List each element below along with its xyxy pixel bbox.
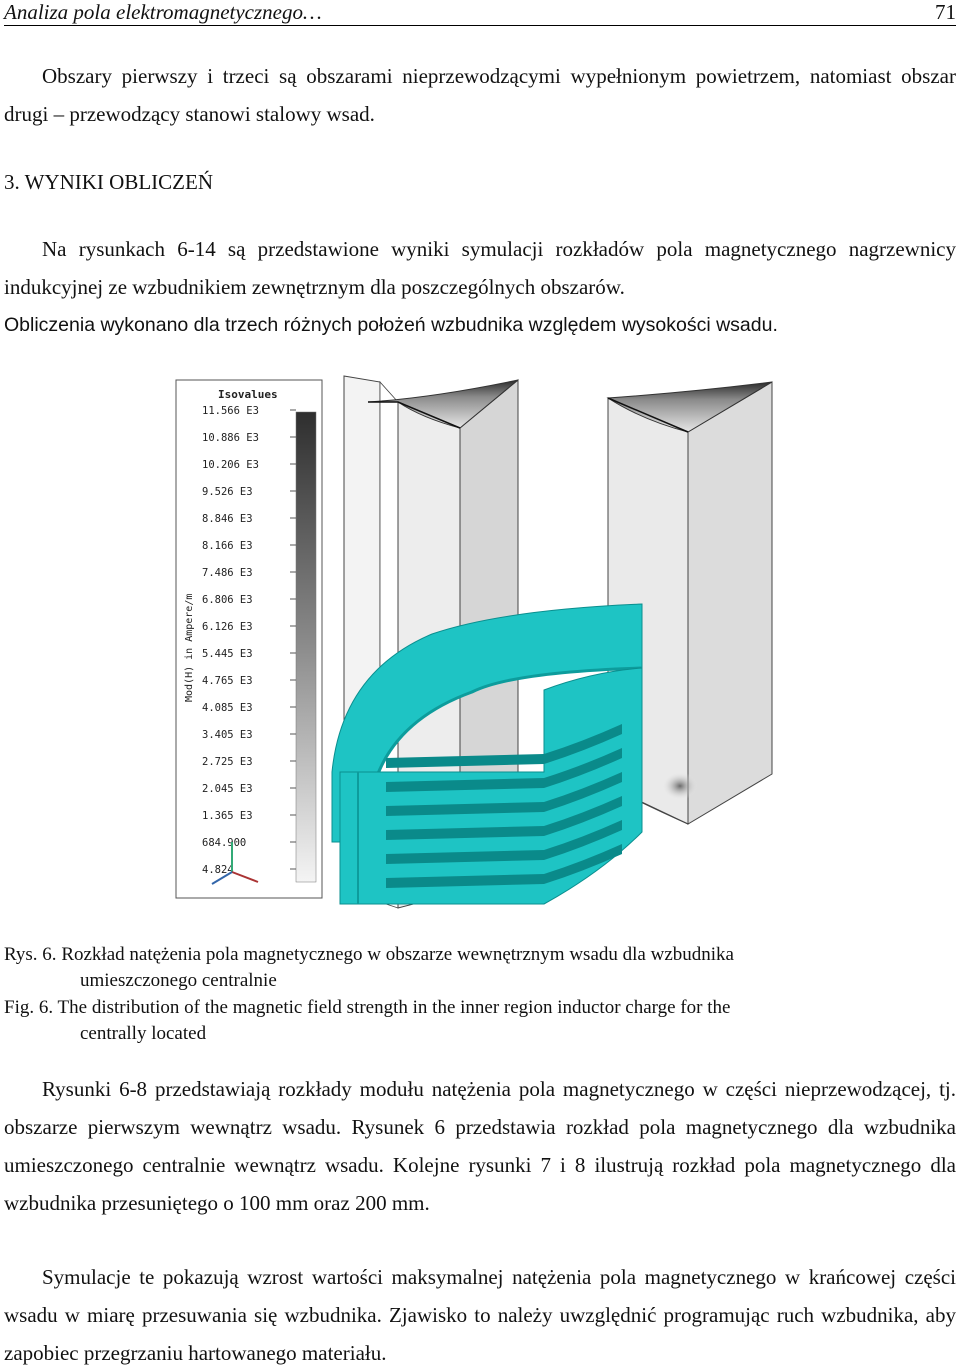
- legend-axis-label: Mod(H) in Ampere/m: [184, 593, 195, 702]
- paragraph-results: [4, 230, 956, 306]
- legend-value: 9.526 E3: [202, 486, 253, 498]
- legend-value: 11.566 E3: [202, 405, 259, 417]
- field-distribution-figure: [172, 372, 792, 912]
- legend-value: 3.405 E3: [202, 729, 253, 741]
- caption-pl-text-1: Rozkład natężenia pola magnetycznego w obszarze wewnętrznym wsadu dla wzbudnika: [61, 944, 734, 965]
- figure-caption-en: [4, 995, 956, 1047]
- figure-6: [172, 372, 792, 912]
- legend-value: 8.166 E3: [202, 540, 253, 552]
- page-number: 71: [935, 0, 956, 24]
- paragraph-results-note: Obliczenia wykonano dla trzech różnych położeń wzbudnika względem wysokości wsadu.: [4, 314, 778, 336]
- section-heading: 3. WYNIKI OBLICZEŃ: [4, 170, 213, 194]
- legend-value: 684.900: [202, 837, 247, 849]
- caption-en-label: Fig. 6.: [4, 997, 54, 1018]
- legend-value: 6.806 E3: [202, 594, 253, 606]
- legend-value: 10.206 E3: [202, 459, 259, 471]
- legend-value: 4.085 E3: [202, 702, 253, 714]
- legend-value: 8.846 E3: [202, 513, 253, 525]
- caption-en-text-2: centrally located: [80, 1023, 207, 1044]
- legend-value: 1.365 E3: [202, 810, 253, 822]
- paragraph-figures-6-8: [4, 1070, 956, 1222]
- caption-en-text-1: The distribution of the magnetic field strength in the inner region inductor charge for the: [57, 997, 731, 1018]
- legend-value: 5.445 E3: [202, 648, 253, 660]
- paragraph-results-text: Na rysunkach 6-14 są przedstawione wyniki symulacji rozkładów pola magnetycznego nagrzewnicy indukcyjnej ze wzbudnikiem zewnętrznym dla poszczególnych obszarów.: [4, 237, 956, 299]
- legend-value: 2.725 E3: [202, 756, 253, 768]
- legend-value: 2.045 E3: [202, 783, 253, 795]
- legend-value: 6.126 E3: [202, 621, 253, 633]
- legend-title: Isovalues: [218, 388, 278, 401]
- paragraph-regions-text: Obszary pierwszy i trzeci są obszarami nieprzewodzącymi wypełnionym powietrzem, natomiast obszar drugi – przewodzący stanowi stalowy wsad.: [4, 64, 956, 126]
- running-title: Analiza pola elektromagnetycznego…: [4, 0, 322, 24]
- paragraph-simulations-text: Symulacje te pokazują wzrost wartości maksymalnej natężenia pola magnetycznego w krańcowej części wsadu w miarę przesuwania się wzbudnika. Zjawisko to należy uwzględnić programując ruch wzbudnika, aby zapobiec przegrzaniu hartowanego materiału.: [4, 1265, 956, 1365]
- figure-caption-pl: [4, 942, 956, 994]
- paragraph-regions: [4, 57, 956, 133]
- caption-pl-label: Rys. 6.: [4, 944, 57, 965]
- caption-pl-text-2: umieszczonego centralnie: [80, 970, 277, 991]
- legend-value: 10.886 E3: [202, 432, 259, 444]
- running-header: [4, 0, 956, 26]
- legend-value: 4.824: [202, 864, 234, 876]
- paragraph-simulations: [4, 1258, 956, 1372]
- legend-value: 4.765 E3: [202, 675, 253, 687]
- legend-value: 7.486 E3: [202, 567, 253, 579]
- legend: [176, 380, 322, 898]
- paragraph-figures-6-8-text: Rysunki 6-8 przedstawiają rozkłady modułu natężenia pola magnetycznego w części nieprzewodzącej, tj. obszarze pierwszym wewnątrz wsadu. Rysunek 6 przedstawia rozkład pola magnetycznego dla wzbudnika umieszczonego centralnie wewnątrz wsadu. Kolejne rysunki 7 i 8 ilustrują rozkład pola magnetycznego dla wzbudnika przesuniętego o 100 mm oraz 200 mm.: [4, 1077, 956, 1215]
